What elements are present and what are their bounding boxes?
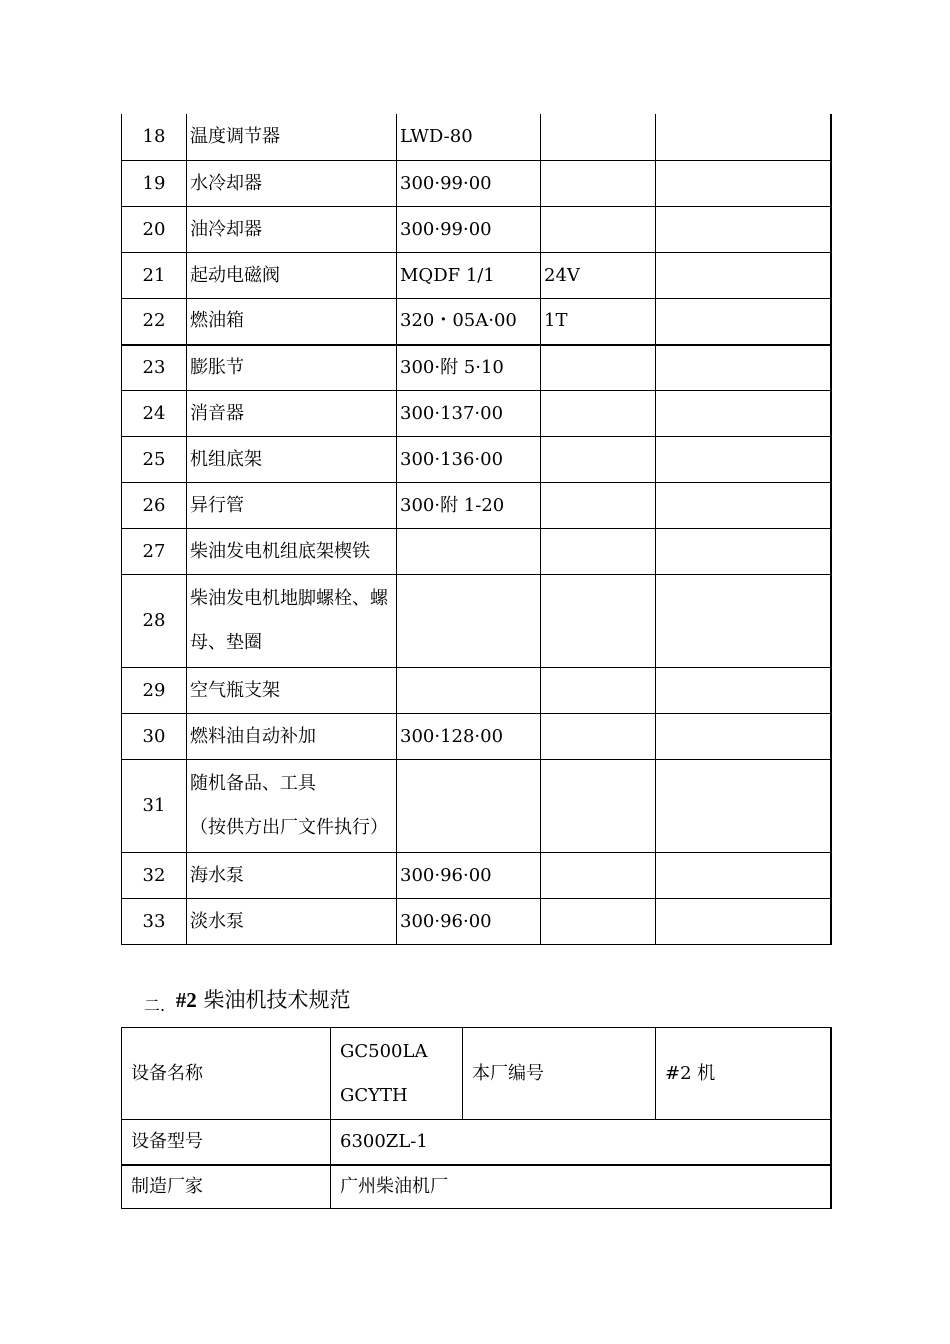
part-remark: [656, 299, 831, 345]
maker-label: 制造厂家: [122, 1165, 331, 1209]
part-name: 机组底架: [187, 437, 397, 483]
table-row: [122, 161, 831, 207]
plant-no-label: 本厂编号: [463, 1028, 656, 1120]
part-model: 300·136·00: [397, 437, 541, 483]
table-row: [122, 483, 831, 529]
part-name-line1: 柴油发电机地脚螺栓、螺: [190, 588, 388, 609]
plant-no-value: #2 机: [656, 1028, 831, 1120]
part-remark: [656, 345, 831, 391]
part-model: 300·96·00: [397, 899, 541, 945]
part-remark: [656, 853, 831, 899]
table-row: [122, 529, 831, 575]
part-model: 300·附 1-20: [397, 483, 541, 529]
part-spec: [541, 899, 656, 945]
row-number: 32: [122, 853, 187, 899]
part-remark: [656, 207, 831, 253]
model-label: 设备型号: [122, 1120, 331, 1165]
row-number: 30: [122, 714, 187, 760]
part-spec: [541, 161, 656, 207]
part-model: 300·137·00: [397, 391, 541, 437]
row-number: 27: [122, 529, 187, 575]
part-remark: [656, 114, 831, 161]
part-spec: 24V: [541, 253, 656, 299]
device-name-line2: GCYTH: [340, 1084, 408, 1106]
part-spec: [541, 668, 656, 714]
part-spec: [541, 760, 656, 853]
row-number: 33: [122, 899, 187, 945]
table-row: [122, 1120, 831, 1165]
parts-table: [121, 114, 832, 945]
row-number: 29: [122, 668, 187, 714]
spec-table: [121, 1027, 832, 1209]
part-model: 300·99·00: [397, 207, 541, 253]
part-remark: [656, 483, 831, 529]
section-title-bold: #2: [175, 988, 197, 1012]
table-row: [122, 1165, 831, 1209]
part-model: [397, 668, 541, 714]
row-number: 23: [122, 345, 187, 391]
section-title: 柴油机技术规范: [196, 988, 351, 1012]
part-remark: [656, 391, 831, 437]
part-spec: [541, 207, 656, 253]
part-remark: [656, 899, 831, 945]
part-remark: [656, 668, 831, 714]
part-spec: [541, 391, 656, 437]
table-row: [122, 714, 831, 760]
part-model: 300·96·00: [397, 853, 541, 899]
table-row: [122, 299, 831, 345]
row-number: 25: [122, 437, 187, 483]
part-spec: 1T: [541, 299, 656, 345]
row-number: 24: [122, 391, 187, 437]
part-spec: [541, 483, 656, 529]
part-name: 燃油箱: [187, 299, 397, 345]
table-row: [122, 760, 831, 853]
part-remark: [656, 575, 831, 668]
part-remark: [656, 529, 831, 575]
part-spec: [541, 437, 656, 483]
part-remark: [656, 714, 831, 760]
row-number: 18: [122, 114, 187, 161]
part-remark: [656, 760, 831, 853]
table-row: [122, 668, 831, 714]
part-name: 异行管: [187, 483, 397, 529]
device-name-line1: GC500LA: [340, 1040, 428, 1062]
part-name: 燃料油自动补加: [187, 714, 397, 760]
part-model: [397, 575, 541, 668]
row-number: 21: [122, 253, 187, 299]
part-model: [397, 760, 541, 853]
part-model: 320・05A·00: [397, 299, 541, 345]
part-spec: [541, 714, 656, 760]
table-row: [122, 1028, 831, 1120]
part-model: 300·附 5·10: [397, 345, 541, 391]
table-row: [122, 575, 831, 668]
table-row: [122, 345, 831, 391]
part-name-line2: 母、垫圈: [190, 632, 262, 653]
table-row: [122, 899, 831, 945]
part-remark: [656, 253, 831, 299]
part-name: 水冷却器: [187, 161, 397, 207]
part-name-line2: （按供方出厂文件执行）: [190, 817, 388, 838]
part-name: 海水泵: [187, 853, 397, 899]
part-model: 300·128·00: [397, 714, 541, 760]
part-name: [187, 760, 397, 853]
part-model: LWD-80: [397, 114, 541, 161]
device-name-label: 设备名称: [122, 1028, 331, 1120]
part-spec: [541, 575, 656, 668]
part-remark: [656, 161, 831, 207]
part-spec: [541, 345, 656, 391]
maker-value: 广州柴油机厂: [331, 1165, 831, 1209]
row-number: 28: [122, 575, 187, 668]
part-name: 空气瓶支架: [187, 668, 397, 714]
row-number: 20: [122, 207, 187, 253]
table-row: [122, 437, 831, 483]
part-name: 消音器: [187, 391, 397, 437]
part-model: MQDF 1/1: [397, 253, 541, 299]
part-model: [397, 529, 541, 575]
table-row: [122, 114, 831, 161]
part-name: 柴油发电机组底架楔铁: [187, 529, 397, 575]
part-model: 300·99·00: [397, 161, 541, 207]
part-name: 淡水泵: [187, 899, 397, 945]
row-number: 31: [122, 760, 187, 853]
table-row: [122, 853, 831, 899]
section-number: 二.: [144, 996, 166, 1015]
part-spec: [541, 114, 656, 161]
part-name: 起动电磁阀: [187, 253, 397, 299]
part-name: 油冷却器: [187, 207, 397, 253]
table-row: [122, 391, 831, 437]
row-number: 19: [122, 161, 187, 207]
model-value: 6300ZL-1: [331, 1120, 831, 1165]
table-row: [122, 207, 831, 253]
row-number: 26: [122, 483, 187, 529]
part-spec: [541, 853, 656, 899]
part-name: 温度调节器: [187, 114, 397, 161]
part-spec: [541, 529, 656, 575]
row-number: 22: [122, 299, 187, 345]
part-name: [187, 575, 397, 668]
table-row: [122, 253, 831, 299]
part-remark: [656, 437, 831, 483]
section-heading: [144, 984, 350, 1016]
part-name-line1: 随机备品、工具: [190, 773, 316, 794]
part-name: 膨胀节: [187, 345, 397, 391]
device-name-value: [331, 1028, 463, 1120]
